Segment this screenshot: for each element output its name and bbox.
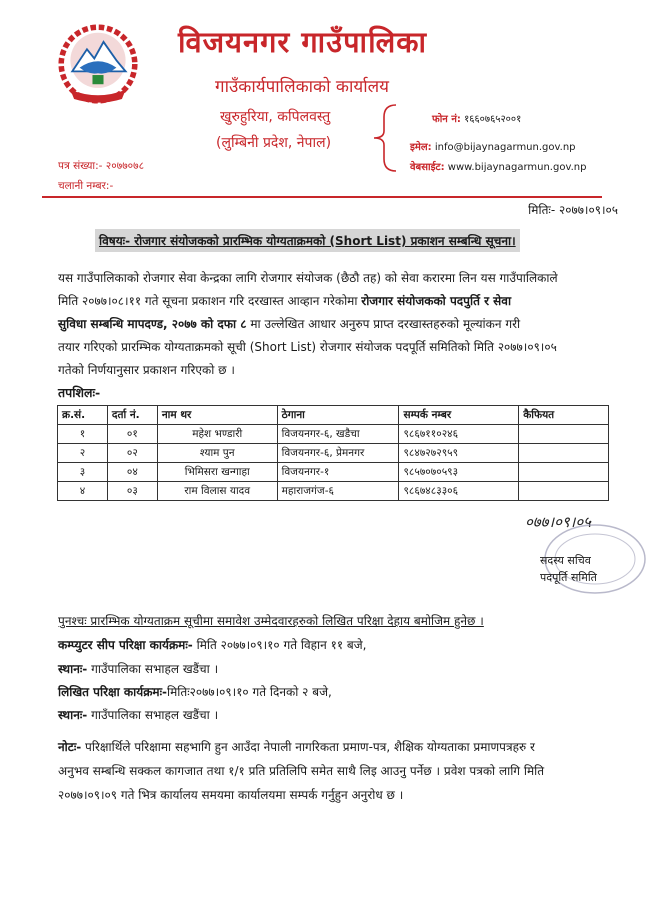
table-row [58, 425, 609, 444]
subject-line: विषयः- रोजगार संयोजकको प्रारम्भिक योग्यताक्रमको (Short List) प्रकाशन सम्बन्धि सूचना। [95, 229, 520, 252]
table-row [58, 444, 609, 463]
phone-line [432, 111, 521, 125]
cell-reg-no: ०२ [107, 444, 157, 463]
cell-address: विजयनगर-६, खडैचा [277, 425, 399, 444]
cell-contact: ९८४७२७२९५९ [399, 444, 519, 463]
body-line: मिति २०७७।०८।११ गते सूचना प्रकाशन गरि दरखास्त आव्हान गरेकोमा रोजगार संयोजकको पदपुर्ति र सेवा [58, 294, 512, 308]
letterhead-divider [42, 196, 602, 198]
cell-reg-no: ०१ [107, 425, 157, 444]
cell-remarks [519, 425, 609, 444]
written-test-line [58, 683, 618, 700]
venue-label: स्थानः- [58, 662, 88, 676]
office-address: खुरुहुरिया, कपिलवस्तु [220, 109, 331, 125]
column-header: कैफियत [519, 406, 609, 425]
cell-name: महेश भण्डारी [157, 425, 277, 444]
note-line: अनुभव सम्बन्धि सक्कल कागजात तथा १/१ प्रति प्रतिलिपि समेत साथै लिइ आउनु पर्नेछ । प्रवेश पत्रको लागि मिति [58, 764, 545, 778]
body-line: यस गाउँपालिकाको रोजगार सेवा केन्द्रका लागि रोजगार संयोजक (छैठौ तह) को सेवा करारमा लिन यस गाउँपालिकाले [58, 271, 558, 285]
body-line: तयार गरिएको प्रारम्भिक योग्यताक्रमको सूची (Short List) रोजगार संयोजक पदपूर्ति समितिको मिति २०७७।०९।०५ [58, 340, 557, 354]
cell-remarks [519, 463, 609, 482]
website-line [410, 159, 586, 173]
body-paragraph [58, 267, 606, 382]
column-header: सम्पर्क नम्बर [399, 406, 519, 425]
venue-value: गाउँपालिका सभाहल खडैंचा । [87, 662, 219, 676]
note-label: नोटः- [58, 740, 82, 754]
email-address[interactable]: info@bijaynagarmun.gov.np [434, 142, 576, 153]
computer-test-label: कम्प्युटर सीप परिक्षा कार्यक्रमः- [58, 638, 193, 652]
shortlist-table [57, 405, 609, 501]
column-header: नाम थर [157, 406, 277, 425]
phone-number: १६६०७६५२००१ [464, 114, 522, 125]
issue-date: मितिः- २०७७।०९।०५ [528, 203, 618, 217]
column-header: दर्ता नं. [107, 406, 157, 425]
letterhead-title: विजयनगर गाउँपालिका [178, 25, 428, 59]
table-row [58, 482, 609, 501]
cell-reg-no: ०४ [107, 463, 157, 482]
venue-label: स्थानः- [58, 708, 88, 722]
cell-address: विजयनगर-१ [277, 463, 399, 482]
column-header: ठेगाना [277, 406, 399, 425]
venue-line-2 [58, 706, 618, 723]
table-header-row [58, 406, 609, 425]
reference-number: पत्र संख्या:- २०७७०७८ [58, 160, 145, 172]
dispatch-number: चलानी नम्बर:- [58, 180, 114, 192]
office-province: (लुम्बिनी प्रदेश, नेपाल) [216, 135, 332, 151]
email-line [410, 139, 576, 153]
postscript-line: पुनश्चः प्रारम्भिक योग्यताक्रम सूचीमा समावेश उम्मेदवारहरुको लिखित परिक्षा देहाय बमोजिम हुनेछ । [58, 614, 484, 628]
written-test-value: मितिः२०७७।०९।१० गते दिनको २ बजे, [167, 685, 332, 699]
body-line: सुविधा सम्बन्धि मापदण्ड, २०७७ को दफा ८ मा उल्लेखित आधार अनुरुप प्राप्त दरखास्तहरुको मूल्यांकन गरी [58, 317, 521, 331]
written-test-label: लिखित परिक्षा कार्यक्रमः- [58, 685, 167, 699]
column-header: क्र.सं. [58, 406, 108, 425]
signatory-title: सदस्य सचिव [540, 554, 591, 567]
handwritten-signature: ०७७।०९।०५ [525, 513, 591, 531]
office-name: गाउँकार्यपालिकाको कार्यालय [215, 77, 390, 97]
website-url[interactable]: www.bijaynagarmun.gov.np [447, 162, 587, 173]
note-line: २०७७।०९।०९ गते भित्र कार्यालय समयमा कार्यालयमा सम्पर्क गर्नुहुन अनुरोध छ । [58, 788, 404, 802]
venue-line [58, 660, 618, 677]
venue-value: गाउँपालिका सभाहल खडैंचा । [87, 708, 219, 722]
cell-serial: ३ [58, 463, 108, 482]
details-heading: तपशिलः- [58, 385, 101, 400]
email-label: इमेल: [410, 142, 432, 153]
website-label: वेबसाईट: [410, 162, 445, 173]
cell-contact: ९८६७११०२४६ [399, 425, 519, 444]
cell-name: श्याम पुन [157, 444, 277, 463]
cell-contact: ९८६७४८३३०६ [399, 482, 519, 501]
cell-reg-no: ०३ [107, 482, 157, 501]
committee-name: पदपूर्ति समिति [540, 571, 597, 584]
computer-test-line [58, 636, 618, 653]
contact-brace [370, 103, 398, 173]
table-row [58, 463, 609, 482]
phone-label: फोन नं: [432, 114, 461, 125]
cell-address: विजयनगर-६, प्रेमनगर [277, 444, 399, 463]
cell-address: महाराजगंज-६ [277, 482, 399, 501]
cell-serial: ४ [58, 482, 108, 501]
body-line: गतेको निर्णयानुसार प्रकाशन गरिएको छ । [58, 363, 235, 377]
cell-name: भिमिसरा खन्गाहा [157, 463, 277, 482]
cell-remarks [519, 482, 609, 501]
cell-remarks [519, 444, 609, 463]
computer-test-value: मिति २०७७।०९।१० गते विहान ११ बजे, [192, 638, 367, 652]
cell-serial: १ [58, 425, 108, 444]
cell-name: राम विलास यादव [157, 482, 277, 501]
nepal-emblem-icon [52, 18, 144, 110]
note-paragraph [58, 735, 606, 807]
note-line: नोटः- परिक्षार्थिले परिक्षामा सहभागि हुन आउँदा नेपाली नागरिकता प्रमाण-पत्र, शैक्षिक योग्यताका प्रमाणपत्रहरु र [58, 740, 535, 754]
cell-contact: ९८५७०७०५९३ [399, 463, 519, 482]
cell-serial: २ [58, 444, 108, 463]
